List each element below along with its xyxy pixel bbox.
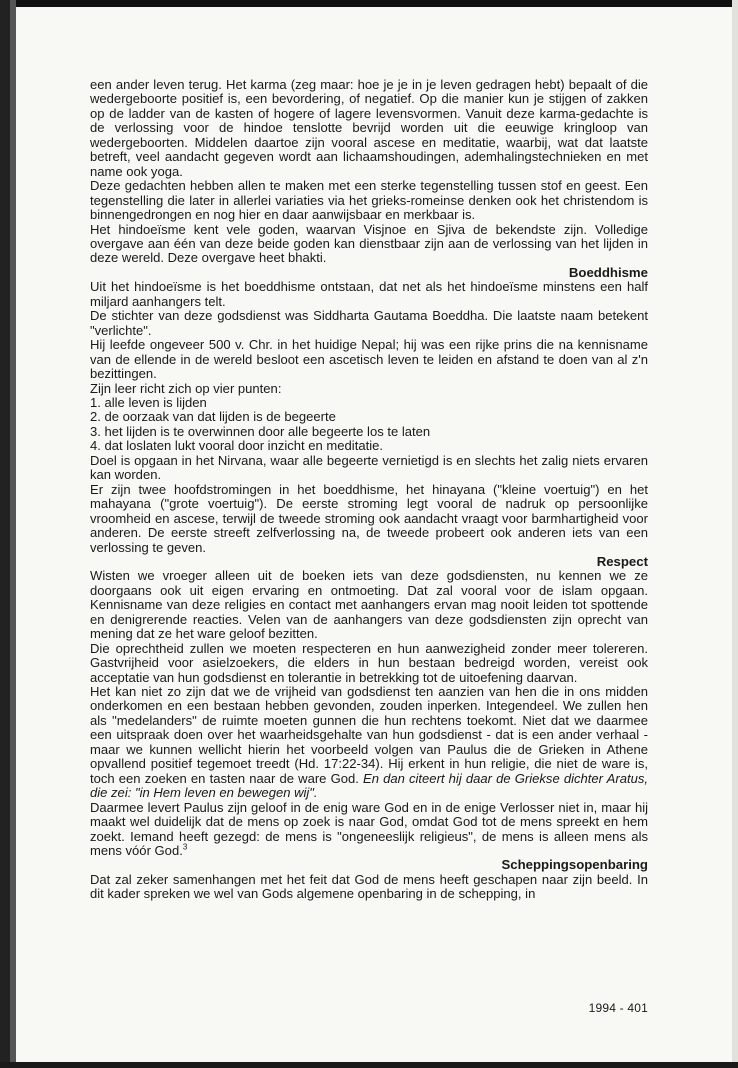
binding-edge bbox=[0, 0, 10, 1068]
paragraph-text: Het kan niet zo zijn dat we de vrijheid van godsdienst ten aanzien van hen die in ons midden onderkomen en een bestaan hebben gevonden, zouden inperken. Integendeel. We zullen hen als "medelanders" de ruimte moeten gunnen die hun rechtens toekomt. Niet dat we daarmee een uitspraak doen over het waarheidsgehalte van hun godsdienst - dat is een ander verhaal - maar we kunnen wellicht hierin het voorbeeld volgen van Paulus die de Grieken in Athene opvallend positief tegemoet treedt (Hd. 17:22-34). Hij erkent in hun religie, die niet de ware is, toch een zoeken en tasten naar de ware God. bbox=[90, 684, 648, 786]
paragraph: Er zijn twee hoofdstromingen in het boeddhisme, het hinayana ("kleine voertuig") en het mahayana ("grote voertuig"). De eerste stroming legt vooral de nadruk op persoonlijke vroomheid en ascese, terwijl de tweede stroming ook aandacht vraagt voor barmhartigheid voor anderen. De eerste streeft zelfverlossing na, de tweede probeert ook anderen iets van een verlossing te geven. bbox=[90, 481, 648, 555]
paragraph: Dat zal zeker samenhangen met het feit dat God de mens heeft geschapen naar zijn beeld. In dit kader spreken we wel van Gods algemene openbaring in de schepping, in bbox=[90, 871, 648, 902]
paragraph: Zijn leer richt zich op vier punten: bbox=[90, 380, 282, 396]
page-edge-bottom bbox=[0, 1062, 738, 1068]
article-body bbox=[90, 78, 648, 902]
section-heading-scheppingsopenbaring: Scheppingsopenbaring bbox=[501, 857, 648, 873]
list-item: 4. dat loslaten lukt vooral door inzicht en meditatie. bbox=[90, 438, 383, 454]
list-item: 1. alle leven is lijden bbox=[90, 394, 207, 410]
paragraph: De stichter van deze godsdienst was Siddharta Gautama Boeddha. Die laatste naam betekent "verlichte". bbox=[90, 308, 648, 338]
paragraph: Hij leefde ongeveer 500 v. Chr. in het huidige Nepal; hij was een rijke prins die na kennisname van de ellende in de wereld besloot een ascetisch leven te leiden en afstand te doen van al z'n bezittingen. bbox=[90, 337, 648, 382]
page-edge-right bbox=[732, 0, 738, 1068]
paragraph: Het hindoeïsme kent vele goden, waarvan Visjnoe en Sjiva de bekendste zijn. Volledige overgave aan één van deze beide goden kan dienstbaar zijn aan de verlossing van het lijden in deze wereld. Deze overgave heet bhakti. bbox=[90, 221, 648, 266]
paragraph: Doel is opgaan in het Nirvana, waar alle begeerte vernietigd is en slechts het zalig niets ervaren kan worden. bbox=[90, 452, 648, 483]
page-number: 1994 - 401 bbox=[588, 1001, 648, 1015]
paragraph: een ander leven terug. Het karma (zeg maar: hoe je je in je leven gedragen hebt) bepaalt of die wedergeboorte positief is, een bevordering, of negatief. Op die manier kun je stijgen of zakken op de ladder van de kasten of hogere of lagere levensvormen. Vanuit deze karma-gedachte is de verlossing voor de hindoe tenslotte bevrijd worden uit die eeuwige kringloop van wedergeboorten. Middelen daartoe zijn vooral ascese en meditatie, waarbij, wat dat laatste betreft, veel aandacht gegeven wordt aan lichaamshoudingen, ademhalingstechnieken en met name ook yoga. bbox=[90, 77, 648, 179]
list-item: 3. het lijden is te overwinnen door alle begeerte los te laten bbox=[90, 423, 431, 439]
paragraph: Deze gedachten hebben allen te maken met een sterke tegenstelling tussen stof en geest. Een tegenstelling die later in allerlei variaties via het grieks-romeinse denken ook het christendom is binnengedrongen en nog hier en daar aanwijsbaar en merkbaar is. bbox=[90, 178, 648, 223]
paragraph bbox=[90, 685, 648, 801]
footnote-marker: 3 bbox=[182, 842, 188, 852]
page-edge-top bbox=[0, 0, 738, 7]
paragraph-text: Daarmee levert Paulus zijn geloof in de enig ware God en in de enige Verlosser niet in, maar hij maakt wel duidelijk dat de mens op zoek is naar God, omdat God tot de mens spreekt en hem zoekt. Iemand heeft gezegd: de mens is "ongeneeslijk religieus", de mens is alleen mens als mens vóór God. bbox=[90, 799, 648, 859]
paragraph: Die oprechtheid zullen we moeten respecteren en hun aanwezigheid zonder meer tolereren. Gastvrijheid voor asielzoekers, die elders in hun bestaan bedreigd worden, vereist ook acceptatie van hun godsdienst en tolerantie in betrekking tot de uitoefening daarvan. bbox=[90, 640, 648, 685]
italic-quote: En dan citeert hij daar de Griekse dichter Aratus, die zei: "in Hem leven en bewegen wij". bbox=[90, 770, 649, 801]
section-heading-boeddhisme: Boeddhisme bbox=[568, 264, 648, 280]
list-item: 2. de oorzaak van dat lijden is de begeerte bbox=[90, 409, 336, 425]
paragraph bbox=[90, 801, 648, 859]
binding-shadow bbox=[10, 0, 16, 1068]
paragraph: Wisten we vroeger alleen uit de boeken iets van deze godsdiensten, nu kennen we ze doorgaans ook uit eigen ervaring en ontmoeting. Dat zal vooral voor de islam opgaan. Kennisname van deze religies en contact met aanhangers ervan mag nooit leiden tot spottende en denigrerende reacties. Velen van de aanhangers van deze godsdiensten zijn oprecht van mening dat ze het ware geloof bezitten. bbox=[90, 568, 648, 642]
section-heading-respect: Respect bbox=[596, 553, 648, 569]
paragraph: Uit het hindoeïsme is het boeddhisme ontstaan, dat net als het hindoeïsme minstens een half miljard aanhangers telt. bbox=[90, 279, 648, 309]
